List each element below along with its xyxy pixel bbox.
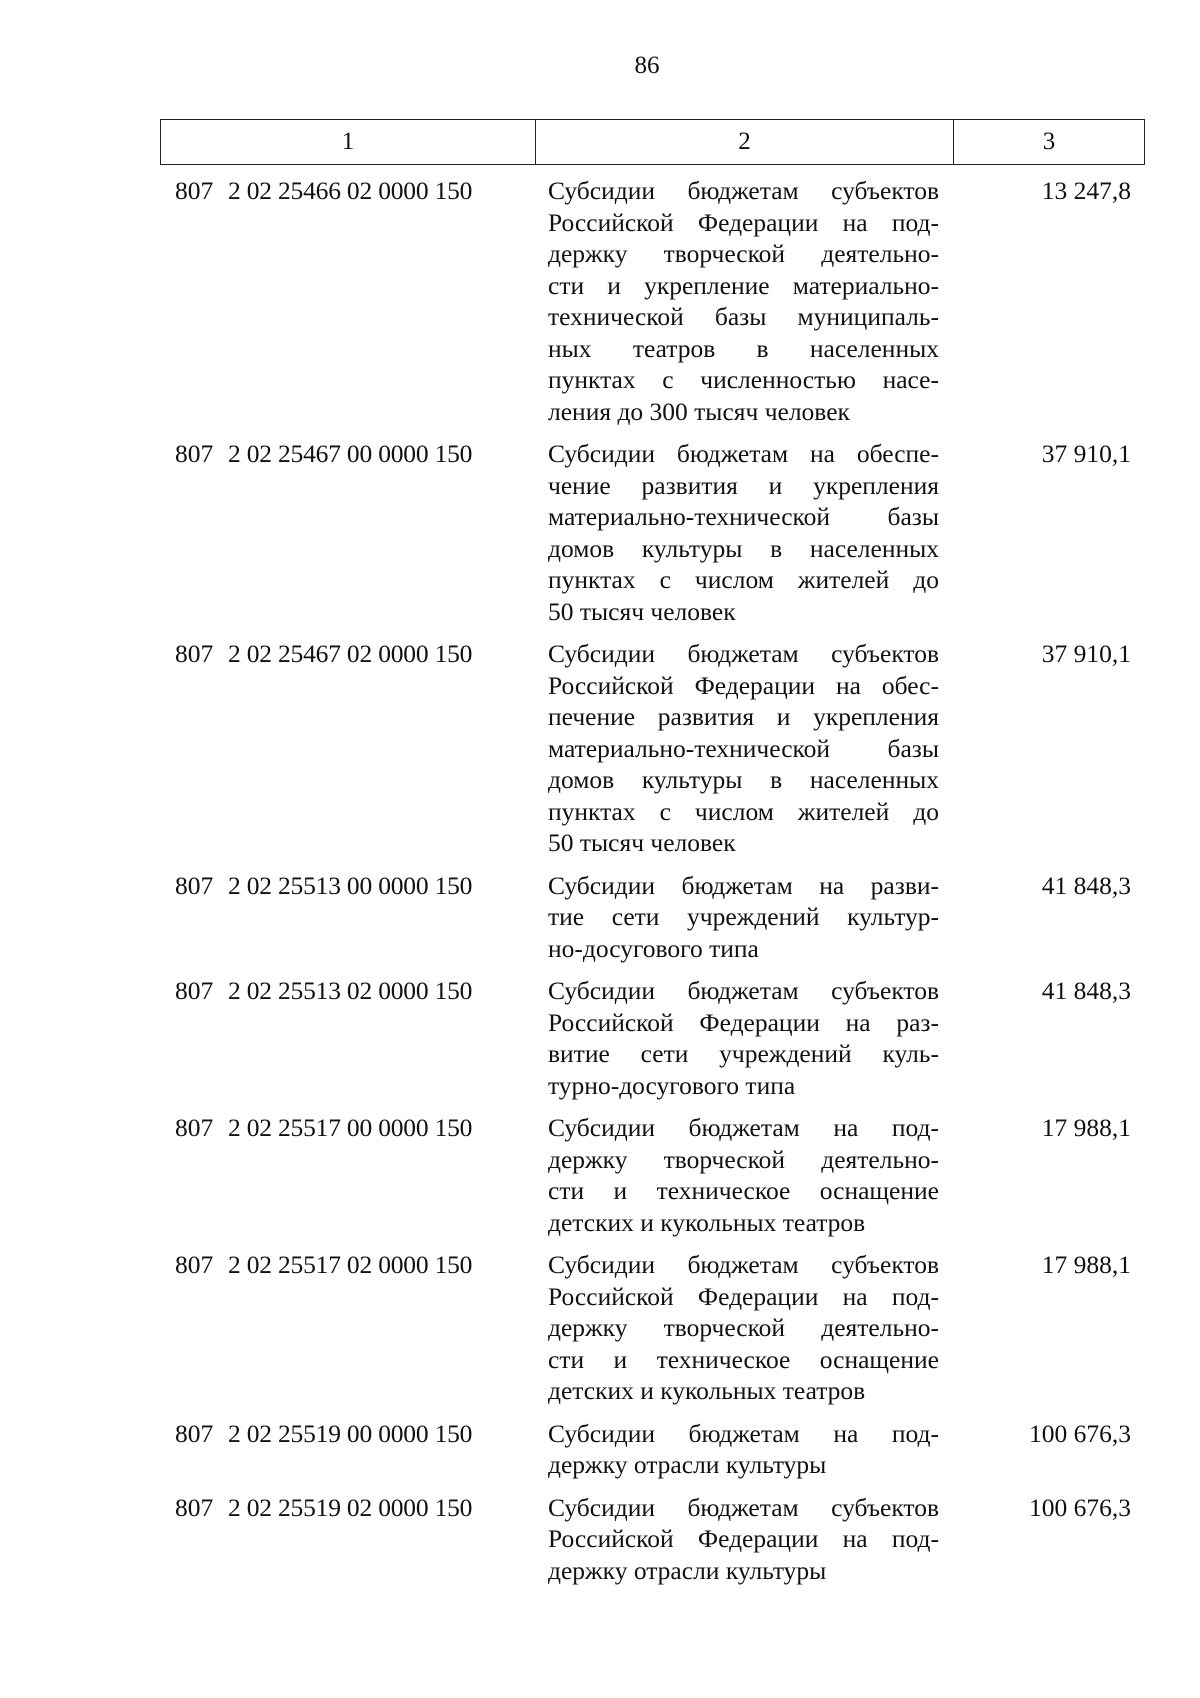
table-row: [160, 1418, 1145, 1481]
header-col-3: 3: [1042, 128, 1056, 155]
description-line: домов культуры в населенных: [548, 533, 939, 563]
description-line: Российской Федерации на под-: [548, 207, 939, 237]
table-row: [160, 870, 1145, 965]
page-number: 86: [634, 52, 660, 79]
description-line: Субсидии бюджетам субъектов: [548, 976, 939, 1005]
description-line: детских и кукольных театров: [548, 1207, 866, 1237]
admin-code-cell: 807: [175, 976, 214, 1005]
table-body: [160, 175, 1145, 1586]
amount-cell: 100 676,3: [1029, 1418, 1131, 1448]
table-row: [160, 975, 1145, 1101]
description-line: детских и кукольных театров: [548, 1376, 866, 1405]
table-row: [160, 1249, 1145, 1407]
budget-code-cell: 2 02 25513 00 0000 150: [228, 870, 473, 900]
description-cell: [535, 638, 953, 859]
table-row: [160, 438, 1145, 627]
description-cell: [535, 870, 953, 965]
amount-cell: 17 988,1: [1041, 1250, 1131, 1279]
table-row: [160, 1492, 1145, 1587]
description-line: 50 тысяч человек: [548, 596, 736, 626]
amount-cell: 100 676,3: [1029, 1492, 1131, 1522]
description-line: держку отрасли культуры: [548, 1450, 827, 1479]
description-line: держку отрасли культуры: [548, 1555, 827, 1585]
description-cell: [535, 175, 953, 427]
budget-code-cell: 2 02 25519 02 0000 150: [228, 1492, 473, 1522]
description-line: пунктах с числом жителей до: [548, 796, 939, 826]
description-line: материально-технической базы: [548, 733, 939, 763]
description-line: технической базы муниципаль-: [548, 302, 939, 331]
admin-code-cell: 807: [175, 1418, 214, 1448]
budget-table: [160, 119, 1145, 1597]
admin-code-cell: 807: [175, 1492, 214, 1522]
budget-code-cell: 2 02 25513 02 0000 150: [228, 976, 473, 1005]
description-line: Субсидии бюджетам субъектов: [548, 1250, 939, 1279]
amount-cell: 41 848,3: [1041, 976, 1131, 1005]
table-header-row: [160, 119, 1145, 165]
description-line: держку творческой деятельно-: [548, 1313, 939, 1342]
budget-code-cell: 2 02 25466 02 0000 150: [228, 176, 473, 205]
header-col-1: 1: [161, 120, 536, 164]
amount-cell: 13 247,8: [1041, 176, 1131, 205]
description-line: домов культуры в населенных: [548, 765, 939, 794]
description-line: пунктах с численностью насе-: [548, 365, 939, 394]
amount-cell: 37 910,1: [1041, 439, 1131, 468]
admin-code-cell: 807: [175, 1113, 214, 1142]
description-line: Российской Федерации на под-: [548, 1524, 939, 1553]
admin-code-cell: 807: [175, 1250, 214, 1279]
description-line: турно-досугового типа: [548, 1070, 796, 1100]
description-line: Российской Федерации на раз-: [548, 1007, 939, 1037]
admin-code-cell: 807: [175, 176, 214, 205]
description-cell: [535, 438, 953, 627]
description-cell: [535, 1112, 953, 1238]
description-line: материально-технической базы: [548, 502, 939, 531]
description-line: Субсидии бюджетам на под-: [548, 1113, 939, 1142]
description-line: Российской Федерации на обес-: [548, 670, 939, 700]
admin-code-cell: 807: [175, 870, 214, 900]
description-line: пунктах с числом жителей до: [548, 565, 939, 594]
amount-cell: 41 848,3: [1041, 870, 1131, 900]
admin-code-cell: 807: [175, 639, 214, 668]
description-cell: [535, 1492, 953, 1587]
description-cell: [535, 975, 953, 1101]
description-line: сти и техническое оснащение: [548, 1344, 939, 1374]
budget-code-cell: 2 02 25519 00 0000 150: [228, 1418, 473, 1448]
table-row: [160, 175, 1145, 427]
amount-cell: 37 910,1: [1041, 639, 1131, 668]
table-row: [160, 638, 1145, 859]
description-line: держку творческой деятельно-: [548, 1144, 939, 1174]
description-line: тие сети учреждений культур-: [548, 902, 939, 931]
budget-code-cell: 2 02 25467 00 0000 150: [228, 439, 473, 468]
description-line: Субсидии бюджетам на обеспе-: [548, 439, 939, 468]
description-line: Субсидии бюджетам субъектов: [548, 176, 939, 205]
description-line: но-досугового типа: [548, 933, 759, 963]
description-line: чение развития и укрепления: [548, 470, 939, 500]
description-cell: [535, 1418, 953, 1481]
description-line: Субсидии бюджетам субъектов: [548, 639, 939, 668]
header-col-2: 2: [536, 120, 954, 164]
description-line: 50 тысяч человек: [548, 828, 736, 857]
budget-code-cell: 2 02 25467 02 0000 150: [228, 639, 473, 668]
description-line: Субсидии бюджетам субъектов: [548, 1492, 939, 1522]
amount-cell: 17 988,1: [1041, 1113, 1131, 1142]
description-line: Российской Федерации на под-: [548, 1281, 939, 1311]
description-line: Субсидии бюджетам на под-: [548, 1418, 939, 1448]
budget-code-cell: 2 02 25517 00 0000 150: [228, 1113, 473, 1142]
description-line: держку творческой деятельно-: [548, 239, 939, 268]
description-line: печение развития и укрепления: [548, 702, 939, 731]
description-line: ления до 300 тысяч человек: [548, 396, 850, 426]
table-row: [160, 1112, 1145, 1238]
description-line: сти и техническое оснащение: [548, 1176, 939, 1205]
description-line: сти и укрепление материально-: [548, 270, 939, 300]
description-cell: [535, 1249, 953, 1407]
description-line: витие сети учреждений куль-: [548, 1039, 939, 1068]
description-line: ных театров в населенных: [548, 333, 939, 363]
budget-code-cell: 2 02 25517 02 0000 150: [228, 1250, 473, 1279]
admin-code-cell: 807: [175, 439, 214, 468]
description-line: Субсидии бюджетам на разви-: [548, 870, 939, 900]
